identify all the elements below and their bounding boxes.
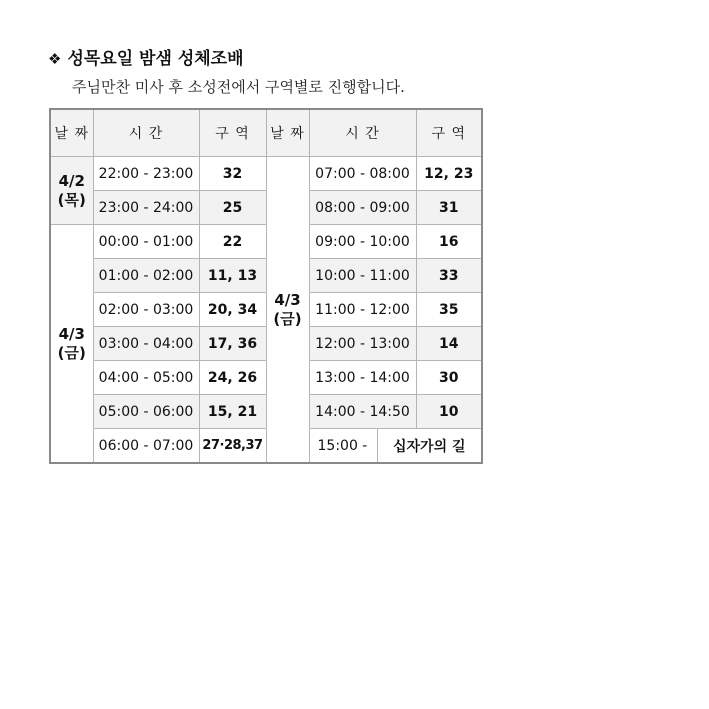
page-subtitle: 주님만찬 미사 후 소성전에서 구역별로 진행합니다. [72,78,405,96]
header-time: 시 간 [93,109,199,157]
date-label: 4/3 [58,324,85,343]
zone-cell: 11, 13 [199,259,266,293]
zone-cell: 17, 36 [199,327,266,361]
table-row [50,157,482,191]
time-cell: 14:00 - 14:50 [309,395,416,429]
zone-cell: 25 [199,191,266,225]
time-cell: 04:00 - 05:00 [93,361,199,395]
time-cell: 02:00 - 03:00 [93,293,199,327]
diamond-bullet-icon: ❖ [48,50,62,68]
zone-cell: 30 [416,361,482,395]
time-cell: 00:00 - 01:00 [93,225,199,259]
zone-cell: 15, 21 [199,395,266,429]
weekday-label: (금) [57,343,86,362]
header-date: 날 짜 [50,109,93,157]
zone-cell: 32 [199,157,266,191]
time-cell: 03:00 - 04:00 [93,327,199,361]
header-time: 시 간 [309,109,416,157]
time-cell: 01:00 - 02:00 [93,259,199,293]
zone-cell: 14 [416,327,482,361]
zone-cell: 31 [416,191,482,225]
date-cell [266,157,309,464]
zone-cell: 12, 23 [416,157,482,191]
time-cell: 23:00 - 24:00 [93,191,199,225]
time-cell: 12:00 - 13:00 [309,327,416,361]
zone-cell: 16 [416,225,482,259]
zone-cell: 22 [199,225,266,259]
event-cell: 십자가의 길 [377,429,482,464]
zone-cell: 20, 34 [199,293,266,327]
page-title-text: 성목요일 밤샘 성체조배 [67,49,244,69]
header-zone: 구 역 [416,109,482,157]
weekday-label: (목) [57,190,86,209]
time-cell: 06:00 - 07:00 [93,429,199,464]
time-cell: 05:00 - 06:00 [93,395,199,429]
time-cell: 11:00 - 12:00 [309,293,416,327]
table-header-row [50,109,482,157]
date-cell [50,225,93,464]
schedule-table [49,108,483,464]
time-cell: 13:00 - 14:00 [309,361,416,395]
time-cell: 07:00 - 08:00 [309,157,416,191]
zone-cell: 10 [416,395,482,429]
time-cell: 22:00 - 23:00 [93,157,199,191]
header-zone: 구 역 [199,109,266,157]
date-label: 4/3 [274,290,301,309]
date-label: 4/2 [58,171,85,190]
page-title [48,44,244,69]
zone-cell: 33 [416,259,482,293]
weekday-label: (금) [273,309,302,328]
time-cell: 09:00 - 10:00 [309,225,416,259]
time-cell: 10:00 - 11:00 [309,259,416,293]
zone-cell: 35 [416,293,482,327]
header-date: 날 짜 [266,109,309,157]
date-cell [50,157,93,225]
time-cell: 08:00 - 09:00 [309,191,416,225]
time-cell: 15:00 - [309,429,377,464]
zone-cell: 24, 26 [199,361,266,395]
zone-cell: 27·28,37 [199,429,266,464]
